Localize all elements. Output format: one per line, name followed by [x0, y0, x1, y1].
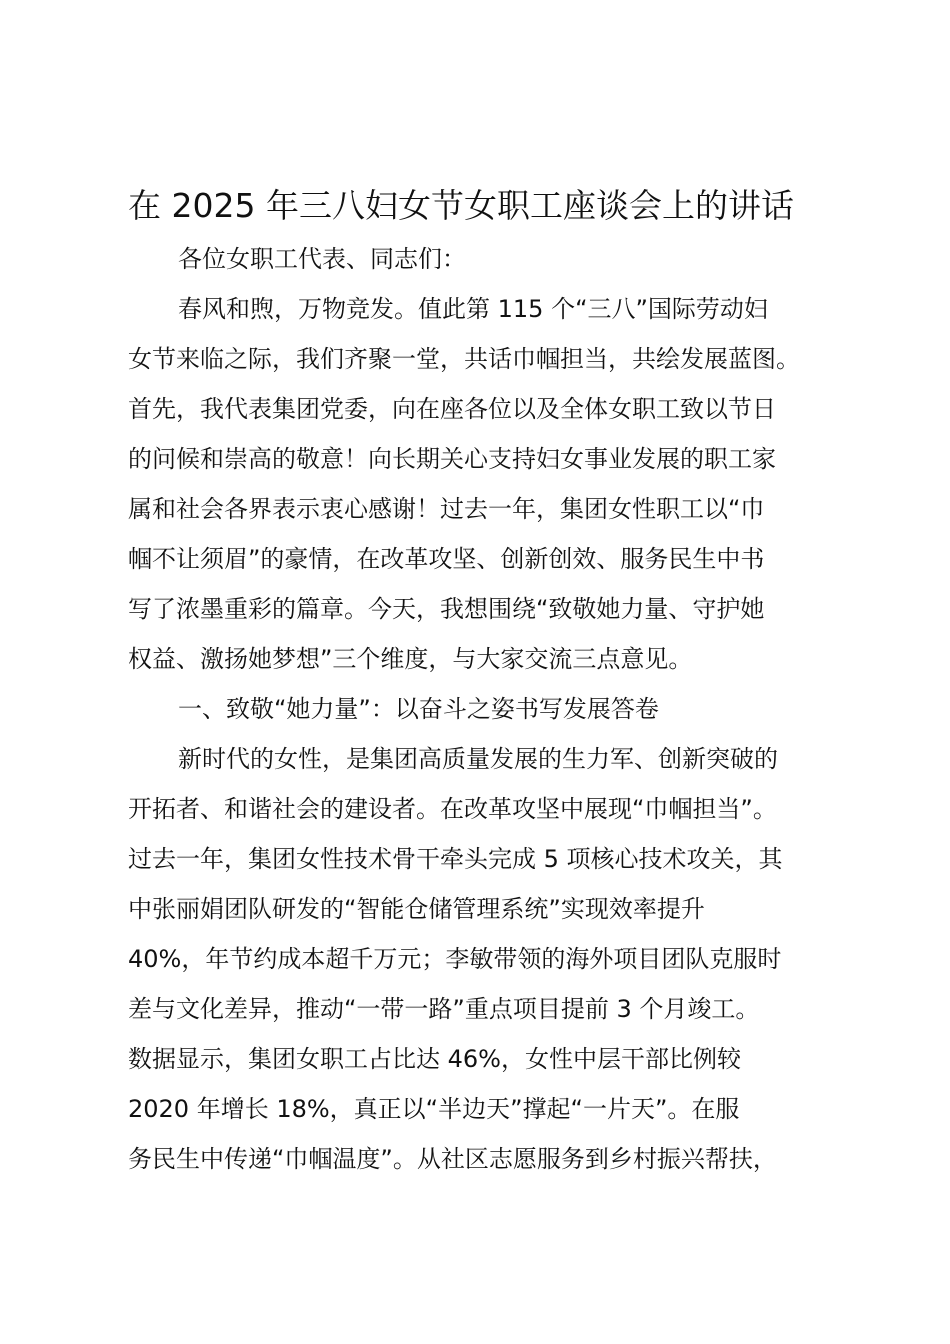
- salutation-line: 各位女职工代表、同志们：: [178, 245, 466, 273]
- paragraph-line: 40%，年节约成本超千万元；李敏带领的海外项目团队克服时: [128, 945, 782, 973]
- paragraph-line: 务民生中传递“巾帼温度”。从社区志愿服务到乡村振兴帮扶，: [128, 1145, 777, 1173]
- paragraph-line: 属和社会各界表示衷心感谢！过去一年，集团女性职工以“巾: [128, 495, 765, 523]
- paragraph-line: 权益、激扬她梦想”三个维度，与大家交流三点意见。: [128, 645, 693, 673]
- paragraph-line: 过去一年，集团女性技术骨干牵头完成 5 项核心技术攻关，其: [128, 845, 783, 873]
- paragraph-line: 开拓者、和谐社会的建设者。在改革攻坚中展现“巾帼担当”。: [128, 795, 777, 823]
- paragraph-line: 差与文化差异，推动“一带一路”重点项目提前 3 个月竣工。: [128, 995, 760, 1023]
- paragraph-line: 首先，我代表集团党委，向在座各位以及全体女职工致以节日: [128, 395, 776, 423]
- paragraph-line: 2020 年增长 18%，真正以“半边天”撑起“一片天”。在服: [128, 1095, 740, 1123]
- paragraph-line: 帼不让须眉”的豪情，在改革攻坚、创新创效、服务民生中书: [128, 545, 765, 573]
- paragraph-line: 写了浓墨重彩的篇章。今天，我想围绕“致敬她力量、守护她: [128, 595, 765, 623]
- paragraph-line: 中张丽娟团队研发的“智能仓储管理系统”实现效率提升: [128, 895, 705, 923]
- section-heading: 一、致敬“她力量”：以奋斗之姿书写发展答卷: [178, 695, 659, 723]
- paragraph-line: 新时代的女性，是集团高质量发展的生力军、创新突破的: [178, 745, 778, 773]
- paragraph-line: 数据显示，集团女职工占比达 46%，女性中层干部比例较: [128, 1045, 741, 1073]
- paragraph-line: 女节来临之际，我们齐聚一堂，共话巾帼担当，共绘发展蓝图。: [128, 345, 800, 373]
- document-body: [128, 234, 840, 1184]
- paragraph-line: 春风和煦，万物竞发。值此第 115 个“三八”国际劳动妇: [178, 295, 768, 323]
- paragraph-line: 的问候和崇高的敬意！向长期关心支持妇女事业发展的职工家: [128, 445, 776, 473]
- document-title: 在 2025 年三八妇女节女职工座谈会上的讲话: [128, 186, 794, 225]
